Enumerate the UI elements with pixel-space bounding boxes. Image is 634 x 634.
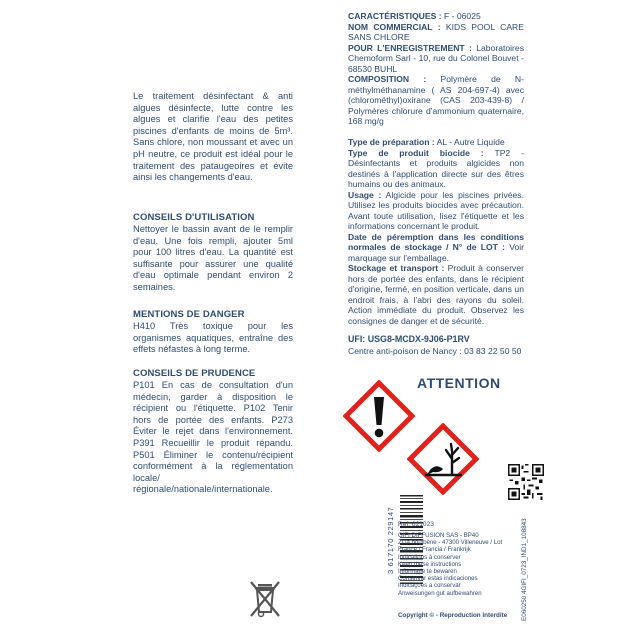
- expiry-value: Voir marquage sur l'emballage.: [348, 242, 524, 263]
- preparation-block: [348, 137, 524, 326]
- usage-section: [133, 212, 293, 294]
- storage-label: Stockage et transport :: [348, 263, 445, 273]
- registration-label: POUR L'ENREGISTREMENT :: [348, 42, 472, 53]
- distributor-line: GIFI DIFFUSION SAS - BP40: [398, 532, 479, 539]
- biocide-label: Type de produit biocide :: [348, 147, 484, 158]
- composition-value: Polymère de N-méthylméthanamine ( AS 204-697-4) avec (chlorométhyl)oxirane (CAS 203-439-8) / Polymères chlorure d'ammonium quaternaire, 168 mg/g: [348, 74, 524, 126]
- copyright-notice: Copyright © - Reproduction Interdite: [398, 612, 508, 619]
- exclamation-mark-icon: [343, 380, 415, 452]
- composition-label: COMPOSITION :: [348, 74, 427, 84]
- distributor-line: ZI la boulbène - 47300 Villeneuve / Lot: [398, 539, 503, 547]
- danger-text: H410 Très toxique pour les organismes aquatiques, entraîne des effets néfastes à long terme.: [133, 321, 293, 355]
- ufi-code: UFI: USG8-MCDX-9J06-P1RV: [348, 334, 470, 344]
- characteristics-value: F - 06025: [443, 11, 481, 21]
- distributor-line: Conservar estas indicaciones: [398, 575, 478, 583]
- usage-value: Algicide pour les piscines privées. Utilisez les produits biocides avec précaution. Avant toute utilisation, lisez l'étiquette et les informations concernant le produit.: [348, 189, 524, 231]
- distributor-line: Anweisungen gut aufbewahren: [398, 589, 482, 597]
- expiry-label: Date de péremption dans les conditions normales de stockage / N° de LOT :: [348, 231, 524, 252]
- usage-label: Usage :: [348, 189, 382, 200]
- crossed-bin-icon: [248, 578, 282, 620]
- usage-text: Nettoyer le bassin avant de le remplir d'eau. Une fois rempli, ajouter 5ml pour 100 litres d'eau. La quantité est suffisante pour assurer une qualité d'eau optimale pendant environ 2 semaines.: [133, 224, 293, 292]
- product-specs: [348, 11, 524, 127]
- commercial-name-label: NOM COMMERCIAL :: [348, 21, 441, 32]
- danger-heading: MENTIONS DE DANGER: [133, 309, 245, 320]
- environment-hazard-icon: [407, 423, 479, 495]
- prudence-section: [133, 368, 293, 496]
- storage-value: Produit à conserver hors de portée des enfants, dans le récipient d'origine, fermé, en position verticale, dans un endroit frais, à l'abri des rayons du soleil. Action immédiate du produit. Observez les consignes de danger et de sécurité.: [348, 263, 524, 326]
- preparation-value: AL - Autre Liquide: [436, 137, 505, 147]
- barcode-digits: 3 617170 229147: [386, 506, 395, 574]
- attention-signal-word: ATTENTION: [417, 375, 501, 391]
- preparation-label: Type de préparation :: [348, 137, 435, 147]
- poison-center: Centre anti-poison de Nancy : 03 83 22 50 50: [348, 346, 522, 356]
- left-label-panel: [0, 0, 316, 634]
- prudence-text: P101 En cas de consultation d'un médecin, garder à disposition le récipient ou l'étiquette. P102 Tenir hors de portée des enfants. P273 Éviter le rejet dans l'environnement. P391 Recueillir le produit répandu. P501 Éliminer le contenu/récipient conformément à la réglementation locale/ régionale/nationale/internationale.: [133, 380, 293, 495]
- lot-code: E060250 4GIFI_0723_IND1_108843: [521, 518, 528, 621]
- distributor-info: [398, 532, 520, 597]
- product-description: Le traitement désinfectant & anti algues désinfecte, lutte contre les algues et clarifie l'eau des petites piscines d'enfants de moins de 5m³. Sans chlore, non moussant et avec un pH neutre, ce produit est idéal pour le traitement des pataugeoires et évite ainsi les changements d'eau.: [133, 91, 293, 183]
- distributor-line: Informatie te bewaren: [398, 568, 457, 576]
- danger-section: [133, 309, 293, 356]
- distributor-line: Indicações a conservar: [398, 582, 461, 590]
- biocide-value: TP2 - Désinfectants et produits algicides non destinés à l'application directe sur des êtres humains ou des animaux.: [348, 147, 524, 189]
- qr-code-icon: [508, 464, 544, 500]
- prudence-heading: CONSEILS DE PRUDENCE: [133, 368, 256, 379]
- registration-value: Laboratoires Chemoform Sarl - 10, rue du Colonel Bouvet - 68530 BUHL: [348, 42, 524, 74]
- commercial-name-value: KIDS POOL CARE SANS CHLORE: [348, 21, 524, 42]
- distributor-line: Keep these instructions: [398, 560, 462, 568]
- product-reference: Ref: 621023: [398, 521, 434, 528]
- distributor-line: France / Francia / Frankrijk: [398, 546, 471, 554]
- characteristics-label: CARACTÉRISTIQUES :: [348, 11, 442, 21]
- usage-heading: CONSEILS D'UTILISATION: [133, 212, 255, 223]
- distributor-line: Indications à conserver: [398, 553, 461, 561]
